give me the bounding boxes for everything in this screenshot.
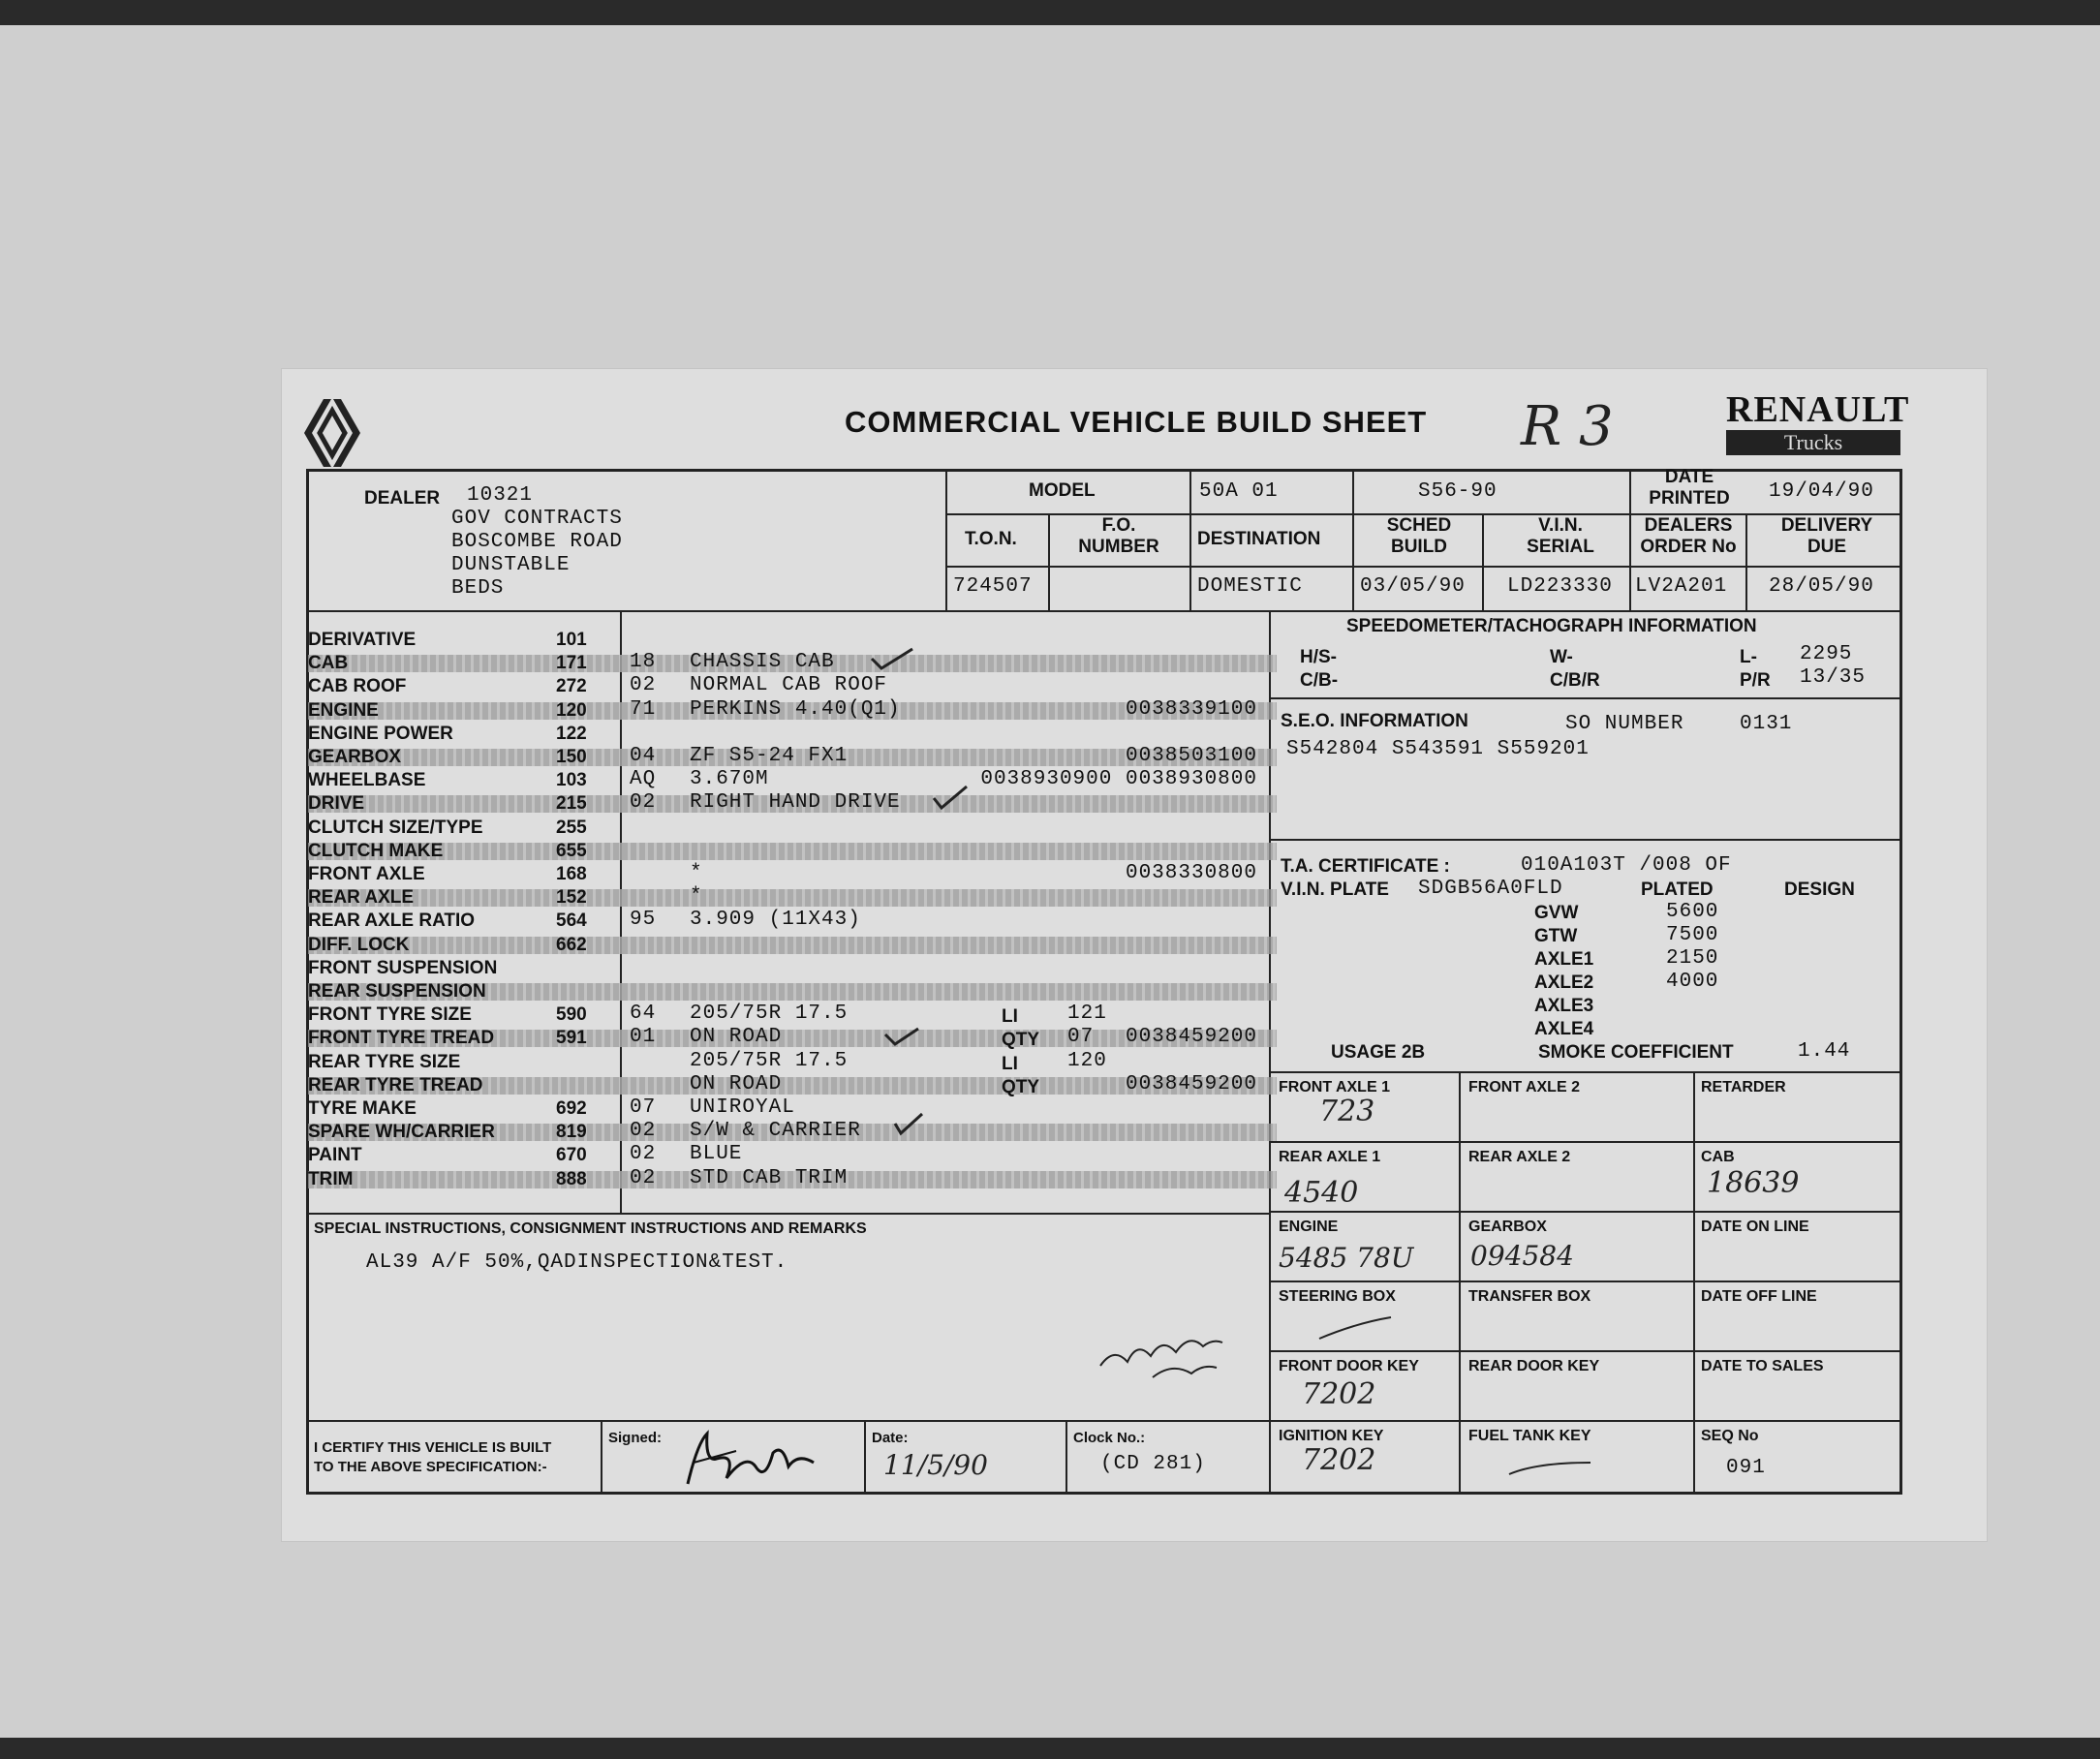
date-on-line-label: DATE ON LINE xyxy=(1701,1219,1809,1235)
spec-label: CLUTCH SIZE/TYPE xyxy=(308,817,483,838)
spec-code: 662 xyxy=(556,934,587,955)
box-row-line xyxy=(1269,1211,1902,1213)
dealer-code: 10321 xyxy=(467,484,534,507)
dealer-label: DEALER xyxy=(364,488,441,509)
header-bottom-line xyxy=(306,610,1902,612)
spec-label: FRONT TYRE SIZE xyxy=(308,1004,472,1026)
certify-text-line1: I CERTIFY THIS VEHICLE IS BUILT xyxy=(314,1439,552,1456)
col-line xyxy=(1189,469,1191,610)
w-label: W- xyxy=(1550,647,1573,667)
seq-no-label: SEQ No xyxy=(1701,1428,1759,1444)
spec-description: ON ROAD xyxy=(690,1072,783,1096)
clock-no-value: (CD 281) xyxy=(1100,1453,1206,1475)
plated-label: PLATED xyxy=(1641,880,1714,900)
box-row-line xyxy=(1269,1420,1902,1422)
middle-divider xyxy=(1269,610,1271,1494)
cert-col-line xyxy=(864,1420,866,1494)
seq-no-value: 091 xyxy=(1726,1457,1766,1479)
model-code: S56-90 xyxy=(1418,480,1498,503)
date-label: Date: xyxy=(872,1430,909,1446)
spec-option: 04 xyxy=(630,745,657,767)
gearbox-serial-value: 094584 xyxy=(1470,1240,1574,1272)
spec-label: FRONT SUSPENSION xyxy=(308,957,498,978)
fo-number-label: F.O. NUMBER xyxy=(1078,515,1159,557)
spec-option: 95 xyxy=(630,909,657,932)
spec-li-label: QTY xyxy=(1002,1076,1040,1097)
box-row-line xyxy=(1269,1141,1902,1143)
spec-code: 168 xyxy=(556,864,587,884)
spec-code: 564 xyxy=(556,910,587,932)
spec-label: REAR AXLE RATIO xyxy=(308,910,476,932)
spec-description: * xyxy=(690,885,703,909)
dealer-divider xyxy=(945,469,947,610)
spec-code: 255 xyxy=(556,817,587,838)
spec-option: 18 xyxy=(630,651,657,674)
spec-label: FRONT AXLE xyxy=(308,864,425,884)
box-col-line xyxy=(1459,1071,1461,1494)
spec-label: FRONT TYRE TREAD xyxy=(308,1028,495,1049)
cab-label: CAB xyxy=(1701,1149,1735,1165)
ton-label: T.O.N. xyxy=(965,529,1017,549)
dealers-order-value: LV2A201 xyxy=(1635,575,1728,598)
cab-value: 18639 xyxy=(1707,1166,1800,1200)
spec-option: 64 xyxy=(630,1003,657,1026)
spec-part-number: 0038459200 xyxy=(1125,1072,1257,1096)
speedo-title: SPEEDOMETER/TACHOGRAPH INFORMATION xyxy=(1346,616,1757,636)
spec-label: ENGINE xyxy=(308,699,379,721)
box-row-line xyxy=(1269,1350,1902,1352)
spec-bottom-line xyxy=(306,1213,1271,1215)
date-to-sales-label: DATE TO SALES xyxy=(1701,1358,1824,1374)
spec-description: 3.909 (11X43) xyxy=(690,909,861,932)
brand-name: RENAULT xyxy=(1726,389,1910,430)
row-shading xyxy=(308,889,1277,907)
rear-axle1-label: REAR AXLE 1 xyxy=(1279,1149,1381,1165)
spec-description: BLUE xyxy=(690,1143,743,1166)
dealer-address-line: GOV CONTRACTS xyxy=(451,508,623,530)
tick-mark xyxy=(868,643,916,672)
spec-code: 171 xyxy=(556,653,587,674)
pen-stroke xyxy=(1507,1455,1594,1478)
tick-mark xyxy=(881,1021,920,1048)
spec-label: PAINT xyxy=(308,1145,362,1166)
spec-code: 888 xyxy=(556,1168,587,1189)
spec-li-label: LI xyxy=(1002,1053,1018,1074)
ignition-key-label: IGNITION KEY xyxy=(1279,1428,1384,1444)
spec-code: 122 xyxy=(556,723,587,744)
spec-code: 150 xyxy=(556,747,587,767)
spec-label: ENGINE POWER xyxy=(308,723,453,744)
scan-bottom-border xyxy=(0,1738,2100,1759)
spec-code: 103 xyxy=(556,770,587,791)
frame-bottom xyxy=(306,1492,1902,1495)
delivery-due-label: DELIVERY DUE xyxy=(1780,515,1873,557)
spec-li-label: QTY xyxy=(1002,1030,1040,1051)
pen-stroke xyxy=(1317,1313,1395,1342)
spec-part-number: 0038503100 xyxy=(1125,745,1257,767)
date-printed-label: DATE PRINTED xyxy=(1649,467,1730,509)
spec-description: * xyxy=(690,862,703,884)
weight-value: 4000 xyxy=(1666,971,1719,993)
model-label: MODEL xyxy=(1029,480,1096,501)
weight-value: 7500 xyxy=(1666,924,1719,946)
vin-plate-value: SDGB56A0FLD xyxy=(1418,878,1563,900)
spec-option: 07 xyxy=(630,1096,657,1119)
spec-part-number: 0038339100 xyxy=(1125,697,1257,721)
clock-no-label: Clock No.: xyxy=(1073,1430,1146,1446)
spec-option: 02 xyxy=(630,1166,657,1189)
spec-label: DERIVATIVE xyxy=(308,630,417,650)
spec-option: 02 xyxy=(630,1143,657,1166)
fuel-tank-key-label: FUEL TANK KEY xyxy=(1468,1428,1591,1444)
weight-value: 2150 xyxy=(1666,947,1719,970)
spec-description: 205/75R 17.5 xyxy=(690,1049,849,1072)
l-label: L- xyxy=(1740,647,1757,667)
spec-label: CAB xyxy=(308,653,349,674)
dealer-address-line: BOSCOMBE ROAD xyxy=(451,531,623,553)
renault-trucks-logo xyxy=(1726,389,1910,455)
weight-value: 5600 xyxy=(1666,901,1719,923)
spec-description: S/W & CARRIER xyxy=(690,1120,861,1143)
spec-option: 02 xyxy=(630,791,657,815)
vin-serial-label: V.I.N. SERIAL xyxy=(1527,515,1594,557)
col-line xyxy=(1048,513,1050,610)
spec-code: 101 xyxy=(556,630,587,650)
transfer-box-label: TRANSFER BOX xyxy=(1468,1288,1591,1305)
seo-codes: S542804 S543591 S559201 xyxy=(1286,738,1590,760)
rear-axle1-value: 4540 xyxy=(1284,1176,1359,1210)
cert-col-line xyxy=(601,1420,602,1494)
spec-label: TRIM xyxy=(308,1168,354,1189)
tick-mark xyxy=(891,1110,924,1137)
spec-label: REAR TYRE TREAD xyxy=(308,1074,483,1096)
spec-li-value: 121 xyxy=(1067,1003,1107,1026)
vin-serial-value: LD223330 xyxy=(1507,575,1613,598)
spec-li-value: 120 xyxy=(1067,1049,1107,1072)
seo-title: S.E.O. INFORMATION xyxy=(1281,711,1468,731)
weight-label: GTW xyxy=(1534,926,1578,946)
spec-description: RIGHT HAND DRIVE xyxy=(690,791,901,815)
l-value: 2295 xyxy=(1800,643,1853,665)
ta-cert-value: 010A103T /008 OF xyxy=(1521,854,1732,877)
spec-code: 670 xyxy=(556,1145,587,1166)
so-number-value: 0131 xyxy=(1740,713,1793,735)
spec-description: 3.670M xyxy=(690,768,769,791)
weight-label: AXLE2 xyxy=(1534,972,1594,993)
spec-code: 215 xyxy=(556,793,587,815)
box-col-line xyxy=(1693,1071,1695,1494)
weight-label: GVW xyxy=(1534,903,1579,923)
weight-label: AXLE4 xyxy=(1534,1019,1594,1039)
spec-code: 590 xyxy=(556,1004,587,1026)
spec-description: CHASSIS CAB xyxy=(690,651,835,674)
spec-code: 120 xyxy=(556,699,587,721)
ta-cert-label: T.A. CERTIFICATE : xyxy=(1281,856,1450,877)
dealer-address-line: BEDS xyxy=(451,577,505,600)
spec-label: DRIVE xyxy=(308,793,365,815)
row-shading xyxy=(308,840,1277,861)
smoke-coefficient-value: 1.44 xyxy=(1798,1040,1851,1063)
spec-option: 02 xyxy=(630,674,657,697)
spec-label: TYRE MAKE xyxy=(308,1098,417,1119)
hs-label: H/S- xyxy=(1300,647,1337,667)
certify-text-line2: TO THE ABOVE SPECIFICATION:- xyxy=(314,1459,547,1475)
tick-mark xyxy=(930,783,969,812)
ta-bottom-line xyxy=(1269,1071,1902,1073)
cert-col-line xyxy=(1065,1420,1067,1494)
spec-code: 655 xyxy=(556,840,587,861)
ignition-key-value: 7202 xyxy=(1302,1443,1376,1477)
seo-bottom-line xyxy=(1269,839,1902,841)
spec-option: 02 xyxy=(630,1120,657,1143)
spec-option: 01 xyxy=(630,1026,657,1049)
front-axle2-label: FRONT AXLE 2 xyxy=(1468,1079,1580,1096)
spec-label: DIFF. LOCK xyxy=(308,934,410,955)
destination-value: DOMESTIC xyxy=(1197,575,1303,598)
spec-description: STD CAB TRIM xyxy=(690,1166,849,1189)
front-axle1-label: FRONT AXLE 1 xyxy=(1279,1079,1390,1096)
sched-build-value: 03/05/90 xyxy=(1360,575,1466,598)
spec-description: ZF S5-24 FX1 xyxy=(690,745,849,767)
signature xyxy=(678,1424,823,1492)
spec-label: REAR AXLE xyxy=(308,887,415,909)
col-line xyxy=(1629,469,1631,610)
date-off-line-label: DATE OFF LINE xyxy=(1701,1288,1817,1305)
gearbox-box-label: GEARBOX xyxy=(1468,1219,1547,1235)
steering-box-label: STEERING BOX xyxy=(1279,1288,1396,1305)
spec-label: REAR SUSPENSION xyxy=(308,981,486,1002)
spec-li-value: 07 xyxy=(1067,1026,1095,1049)
spec-description: PERKINS 4.40(Q1) xyxy=(690,697,901,721)
rear-door-key-label: REAR DOOR KEY xyxy=(1468,1358,1600,1374)
cbr-label: C/B/R xyxy=(1550,670,1600,691)
date-printed-value: 19/04/90 xyxy=(1769,480,1874,503)
front-door-key-value: 7202 xyxy=(1302,1377,1376,1411)
handwritten-annotation: R 3 xyxy=(1521,395,1614,458)
special-instructions-label: SPECIAL INSTRUCTIONS, CONSIGNMENT INSTRUCTIONS AND REMARKS xyxy=(314,1220,867,1237)
spec-code: 692 xyxy=(556,1098,587,1119)
frame-right xyxy=(1899,469,1902,1494)
spec-description: UNIROYAL xyxy=(690,1096,795,1119)
so-number-label: SO NUMBER xyxy=(1565,713,1684,735)
pr-label: P/R xyxy=(1740,670,1771,691)
spec-label: WHEELBASE xyxy=(308,770,426,791)
usage-label: USAGE 2B xyxy=(1331,1042,1426,1063)
spec-label: CAB ROOF xyxy=(308,676,407,697)
retarder-label: RETARDER xyxy=(1701,1079,1786,1096)
spec-label: SPARE WH/CARRIER xyxy=(308,1122,495,1143)
box-row-line xyxy=(1269,1281,1902,1282)
spec-code: 819 xyxy=(556,1122,587,1143)
smoke-coefficient-label: SMOKE COEFFICIENT xyxy=(1538,1042,1734,1063)
spec-option: AQ xyxy=(630,768,657,791)
signed-label: Signed: xyxy=(608,1430,662,1446)
speedo-bottom-line xyxy=(1269,697,1902,699)
col-line xyxy=(1482,513,1484,610)
sched-build-label: SCHED BUILD xyxy=(1386,515,1452,557)
spec-part-number: 0038330800 xyxy=(1125,862,1257,884)
spec-code: 152 xyxy=(556,887,587,909)
delivery-due-value: 28/05/90 xyxy=(1769,575,1874,598)
front-door-key-label: FRONT DOOR KEY xyxy=(1279,1358,1419,1374)
destination-label: DESTINATION xyxy=(1197,529,1321,549)
weight-label: AXLE3 xyxy=(1534,996,1594,1016)
engine-box-label: ENGINE xyxy=(1279,1219,1339,1235)
spec-description: 205/75R 17.5 xyxy=(690,1003,849,1026)
spec-code: 272 xyxy=(556,676,587,697)
date-value: 11/5/90 xyxy=(883,1449,988,1481)
weight-label: AXLE1 xyxy=(1534,949,1594,970)
special-bottom-line xyxy=(306,1420,1271,1422)
front-axle1-value: 723 xyxy=(1319,1095,1375,1128)
renault-diamond-logo xyxy=(302,397,362,469)
pr-value: 13/35 xyxy=(1800,666,1867,689)
col-line xyxy=(1745,513,1747,610)
special-instructions-text: AL39 A/F 50%,QADINSPECTION&TEST. xyxy=(366,1251,788,1274)
model-value: 50A 01 xyxy=(1199,480,1279,503)
dealer-address-line: DUNSTABLE xyxy=(451,554,571,576)
design-label: DESIGN xyxy=(1784,880,1855,900)
spec-description: ON ROAD xyxy=(690,1026,783,1049)
spec-part-number: 0038930900 0038930800 xyxy=(980,768,1257,791)
brand-sub: Trucks xyxy=(1726,430,1900,455)
vin-plate-label: V.I.N. PLATE xyxy=(1281,880,1389,900)
rear-axle2-label: REAR AXLE 2 xyxy=(1468,1149,1571,1165)
engine-serial-value: 5485 78U xyxy=(1279,1242,1414,1274)
page-title: COMMERCIAL VEHICLE BUILD SHEET xyxy=(845,405,1428,439)
spec-option: 71 xyxy=(630,697,657,721)
spec-li-label: LI xyxy=(1002,1006,1018,1028)
handwritten-note xyxy=(1095,1317,1230,1385)
row-shading xyxy=(308,934,1277,955)
spec-label: GEARBOX xyxy=(308,747,402,767)
scan-top-border xyxy=(0,0,2100,25)
col-line xyxy=(1352,469,1354,610)
cb-label: C/B- xyxy=(1300,670,1339,691)
ton-value: 724507 xyxy=(953,575,1033,598)
labels-row-line xyxy=(945,566,1902,568)
spec-label: REAR TYRE SIZE xyxy=(308,1051,461,1072)
spec-part-number: 0038459200 xyxy=(1125,1026,1257,1049)
spec-label: CLUTCH MAKE xyxy=(308,840,444,861)
spec-description: NORMAL CAB ROOF xyxy=(690,674,888,697)
spec-code: 591 xyxy=(556,1028,587,1049)
dealers-order-label: DEALERS ORDER No xyxy=(1640,515,1737,557)
